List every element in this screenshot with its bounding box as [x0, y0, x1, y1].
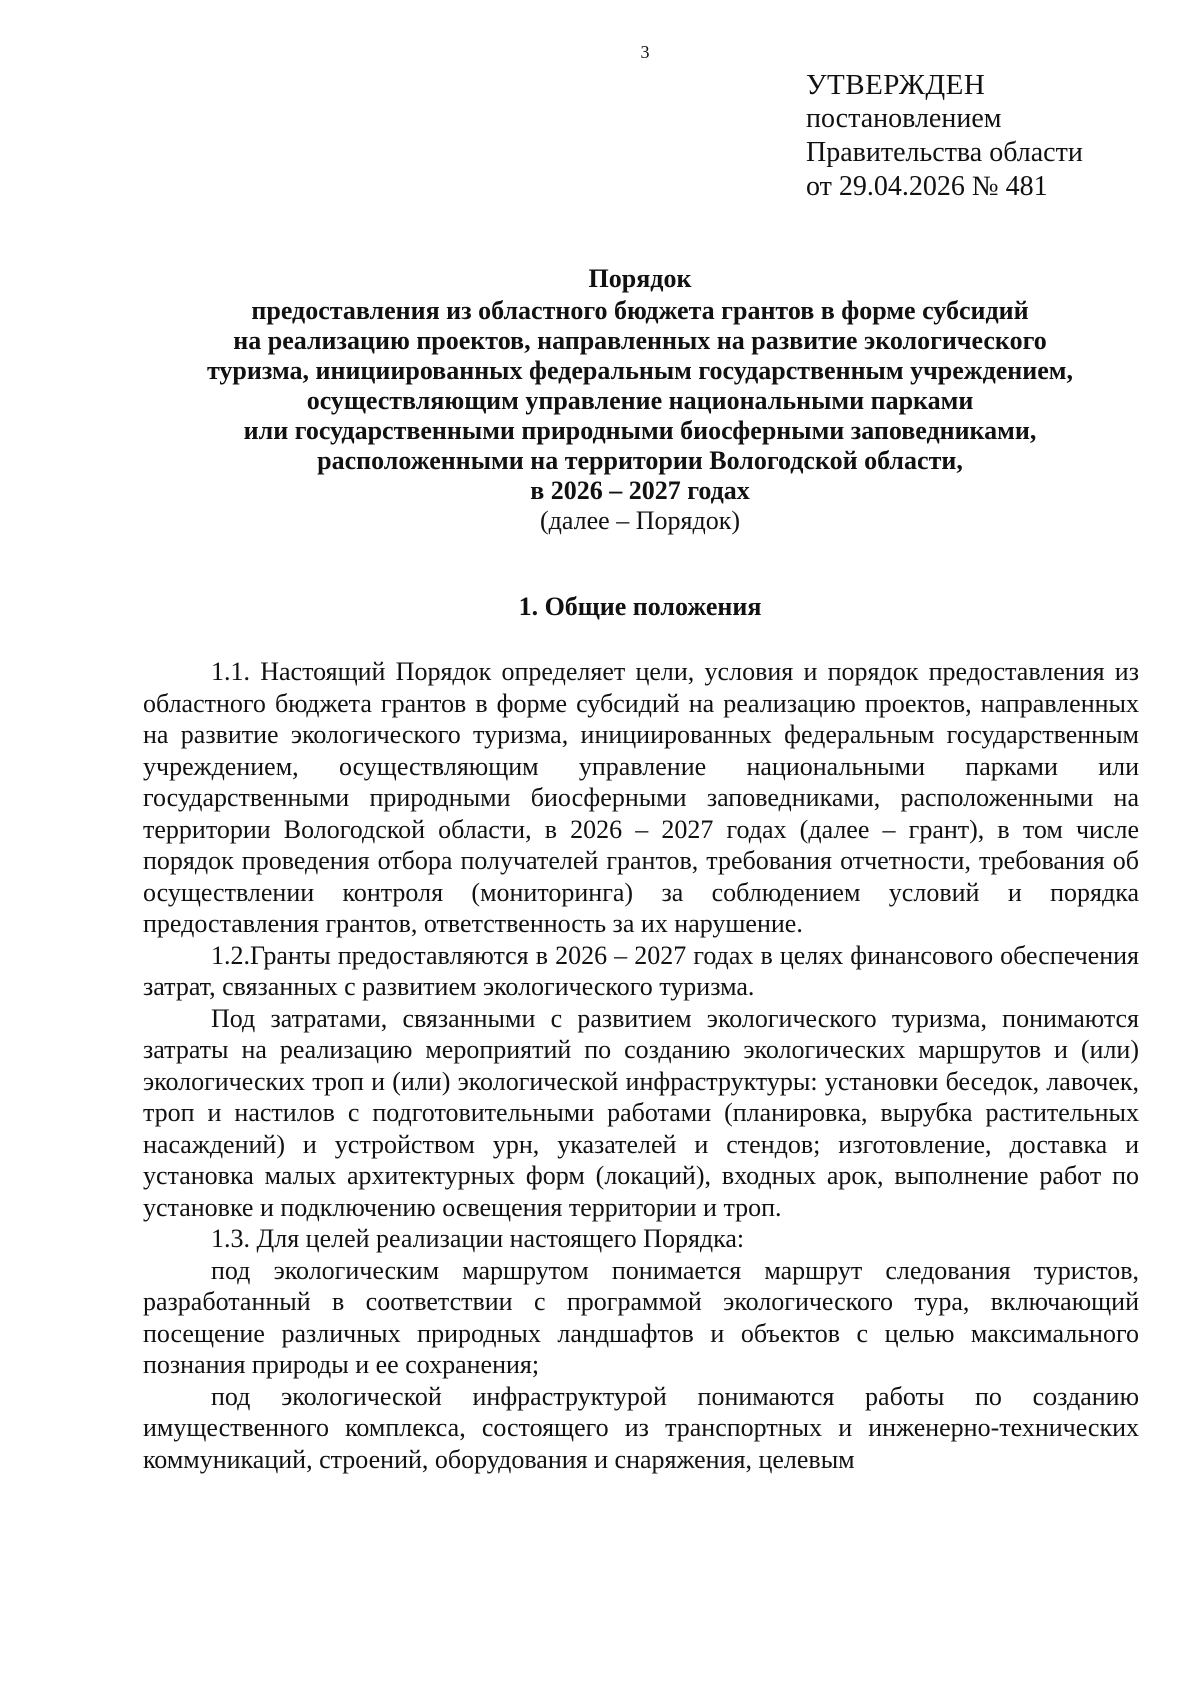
paragraph: под экологическим маршрутом понимается маршрут следования туристов, разработанный в соответствии с программой экологического тура, включающий посещение различных природных ландшафтов и объектов с целью максимального познания природы и ее сохранения; — [143, 1255, 1139, 1379]
paragraph: 1.1. Настоящий Порядок определяет цели, условия и порядок предоставления из областного бюджета грантов в форме субсидий на реализацию проектов, направленных на развитие экологического туризма, инициированных федеральным государственным учреждением, осуществляющим управление национальными парками или государственными природными биосферными заповедниками, расположенными на территории Вологодской области, в 2026 – 2027 годах (далее – грант), в том числе порядок проведения отбора получателей грантов, требования отчетности, требования об осуществлении контроля (мониторинга) за соблюдением условий и порядка предоставления грантов, ответственность за их нарушение. — [143, 657, 1139, 938]
paragraph: 1.2.Гранты предоставляются в 2026 – 2027 годах в целях финансового обеспечения затрат, связанных с развитием экологического туризма. — [143, 940, 1139, 1001]
paragraph: 1.3. Для целей реализации настоящего Порядка: — [211, 1224, 745, 1253]
document-title-line: или государственными природными биосферными заповедниками, — [243, 416, 1037, 445]
approval-stamp: УТВЕРЖДЕН — [806, 69, 986, 101]
approval-line-government: Правительства области — [806, 137, 1083, 168]
document-title-line: предоставления из областного бюджета грантов в форме субсидий — [251, 296, 1029, 325]
paragraph: под экологической инфраструктурой понимаются работы по созданию имущественного комплекса, состоящего из транспортных и инженерно-технических коммуникаций, строений, оборудования и снаряжения, целевым — [143, 1381, 1139, 1474]
paragraph: Под затратами, связанными с развитием экологического туризма, понимаются затраты на реализацию мероприятий по созданию экологических маршрутов и (или) экологических троп и (или) экологической инфраструктуры: установки беседок, лавочек, троп и настилов с подготовительными работами (планировка, вырубка растительных насаждений) и устройством урн, указателей и стендов; изготовление, доставка и установка малых архитектурных форм (локаций), входных арок, выполнение работ по установке и подключению освещения территории и троп. — [143, 1003, 1139, 1222]
document-title-line: осуществляющим управление национальными парками — [306, 386, 974, 415]
approval-line-date-number: от 29.04.2026 № 481 — [806, 171, 1048, 202]
page-number: 3 — [640, 42, 650, 62]
approval-line-decree: постановлением — [806, 103, 1002, 134]
document-title-line: на реализацию проектов, направленных на развитие экологического — [233, 326, 1047, 355]
document-title-main: Порядок — [588, 264, 692, 293]
approval-stamp-block — [806, 68, 1083, 204]
document-title-line: туризма, инициированных федеральным государственным учреждением, — [207, 356, 1073, 385]
document-title-line: расположенными на территории Вологодской области, — [317, 446, 963, 475]
section-heading: 1. Общие положения — [518, 592, 762, 621]
document-title-line: в 2026 – 2027 годах — [530, 476, 750, 505]
document-title-note: (далее – Порядок) — [540, 506, 740, 535]
document-title — [140, 264, 1140, 536]
section-body — [143, 656, 1139, 1475]
